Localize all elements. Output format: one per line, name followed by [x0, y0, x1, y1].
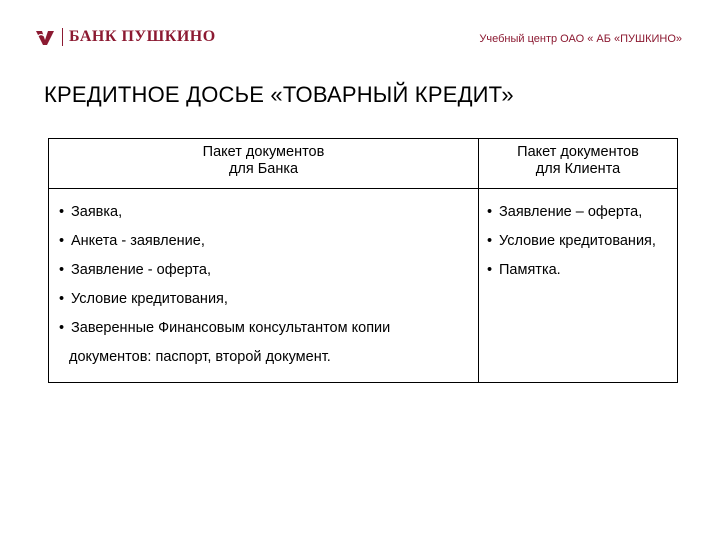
- list-item: [59, 202, 478, 222]
- list-item-text: Заявление – оферта,: [499, 204, 643, 220]
- column-header-client: [479, 139, 678, 189]
- bank-docs-cell: [49, 189, 479, 383]
- list-item: [487, 202, 677, 222]
- list-item: [59, 260, 478, 280]
- list-item-text: Анкета - заявление,: [71, 233, 205, 249]
- column-header-bank: [49, 139, 479, 189]
- list-item-continuation: документов: паспорт, второй документ.: [69, 349, 331, 365]
- column-header-client-text: Пакет документов для Клиента: [517, 144, 639, 177]
- list-item-text: Заверенные Финансовым консультантом копии: [71, 320, 391, 336]
- bank-docs-list: [49, 189, 478, 367]
- list-item: [487, 260, 677, 280]
- list-item-text: Памятка.: [499, 262, 561, 278]
- list-item-text: Условие кредитования,: [499, 233, 656, 249]
- bank-logo: [34, 26, 216, 48]
- client-docs-cell: [479, 189, 678, 383]
- list-item: [59, 289, 478, 309]
- list-item: [59, 231, 478, 251]
- column-header-bank-text: Пакет документов для Банка: [202, 144, 325, 177]
- list-item-text: Заявка,: [71, 204, 123, 220]
- list-item-text: Условие кредитования,: [71, 291, 228, 307]
- dossier-table: [48, 138, 678, 383]
- logo-text: БАНК ПУШКИНО: [69, 28, 216, 45]
- training-center-label: Учебный центр ОАО « АБ «ПУШКИНО»: [479, 33, 682, 45]
- list-item-text: Заявление - оферта,: [71, 262, 212, 278]
- client-docs-list: [479, 189, 677, 280]
- logo-separator: [62, 28, 63, 46]
- list-item: [487, 231, 677, 251]
- bank-logo-icon: [34, 27, 56, 47]
- list-item: [59, 318, 478, 367]
- page-title: КРЕДИТНОЕ ДОСЬЕ «ТОВАРНЫЙ КРЕДИТ»: [44, 82, 514, 107]
